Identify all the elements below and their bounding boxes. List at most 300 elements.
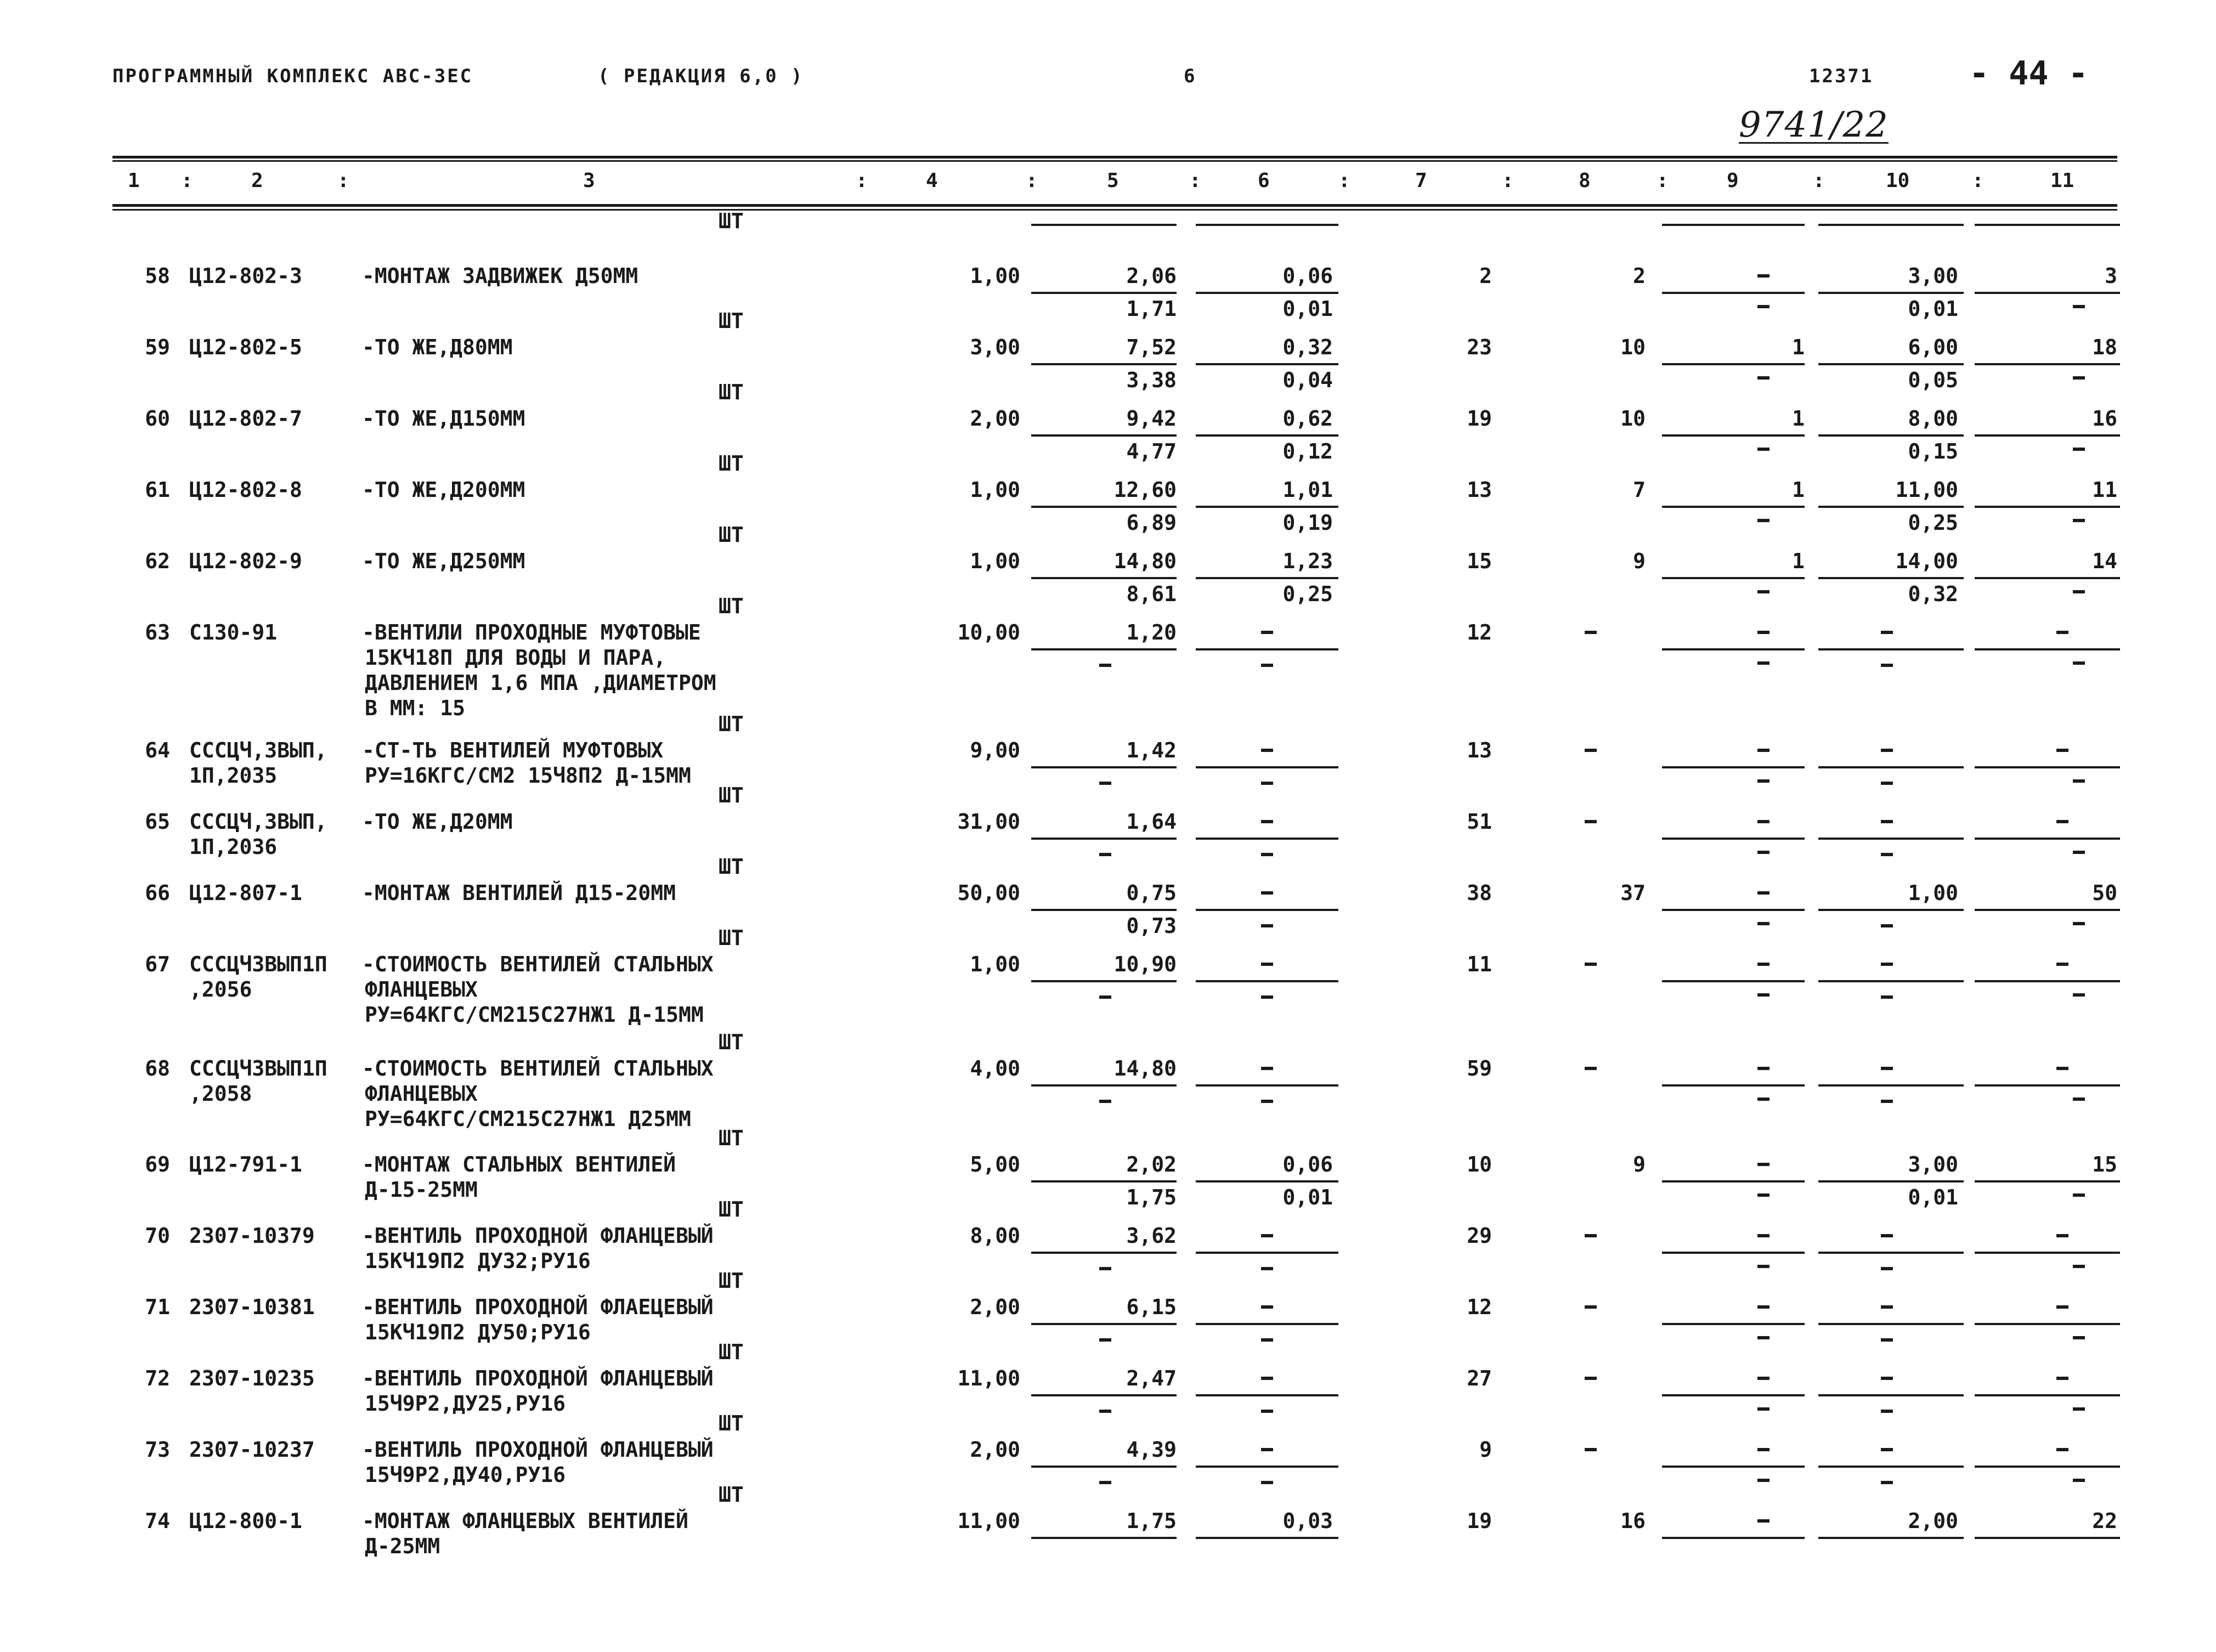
col6-value-dash bbox=[1261, 749, 1273, 752]
item-description: -МОНТАЖ СТАЛЬНЫХ ВЕНТИЛЕЙ bbox=[362, 1152, 676, 1176]
col10-subvalue-dash bbox=[1881, 664, 1893, 667]
column-separator: : bbox=[1813, 169, 1825, 192]
column-separator: : bbox=[181, 169, 193, 192]
col11-sub-dash bbox=[2073, 922, 2085, 925]
col5-value: 0,75 bbox=[1126, 881, 1177, 905]
row-number: 60 bbox=[145, 406, 170, 431]
col9-sub-dash bbox=[1757, 519, 1770, 522]
cell-underline bbox=[1196, 980, 1338, 982]
cell-underline bbox=[1662, 577, 1805, 579]
col6-subvalue-dash bbox=[1261, 1267, 1273, 1270]
cell-underline bbox=[1662, 1466, 1805, 1468]
col11-sub-dash bbox=[2073, 448, 2085, 451]
col10-value-dash bbox=[1881, 820, 1893, 823]
col8-value-dash bbox=[1585, 631, 1597, 634]
cell-underline bbox=[1031, 506, 1177, 508]
cell-underline bbox=[1818, 1252, 1964, 1254]
col8-value-dash bbox=[1585, 820, 1597, 823]
cell-underline bbox=[1975, 980, 2120, 982]
col9-value: 1 bbox=[1792, 549, 1805, 573]
col9-sub-dash bbox=[1757, 1336, 1770, 1339]
item-description: -СТОИМОСТЬ ВЕНТИЛЕЙ СТАЛЬНЫХ bbox=[362, 952, 714, 976]
col9-sub-dash bbox=[1757, 448, 1770, 451]
cell-underline bbox=[1196, 909, 1338, 911]
item-code: Ц12-802-8 bbox=[189, 478, 302, 502]
col5-subvalue-dash bbox=[1099, 1267, 1111, 1270]
col6-value-dash bbox=[1261, 963, 1273, 966]
col9-dash bbox=[1757, 963, 1770, 966]
col8-value: 10 bbox=[1620, 335, 1646, 359]
cell-underline bbox=[1031, 224, 1177, 226]
col5-value: 12,60 bbox=[1113, 478, 1177, 502]
item-description: -ТО ЖЕ,Д250ММ bbox=[362, 549, 525, 573]
unit-label: ШТ bbox=[719, 712, 744, 736]
column-header-4: 4 bbox=[926, 169, 938, 192]
col5-value: 1,42 bbox=[1126, 738, 1177, 762]
col7-value: 59 bbox=[1467, 1056, 1492, 1080]
col9-dash bbox=[1757, 749, 1770, 752]
column-separator: : bbox=[1502, 169, 1514, 192]
col10-value: 3,00 bbox=[1908, 264, 1958, 288]
col5-subvalue-dash bbox=[1099, 1338, 1111, 1342]
cell-underline bbox=[1662, 1084, 1805, 1087]
col11-value-dash bbox=[2056, 1067, 2068, 1070]
unit-label: ШТ bbox=[719, 451, 744, 476]
table-top-rule bbox=[112, 156, 2117, 159]
cell-underline bbox=[1031, 434, 1177, 437]
cell-underline bbox=[1196, 1537, 1338, 1539]
col10-subvalue: 0,32 bbox=[1908, 582, 1958, 606]
cell-underline bbox=[1975, 363, 2120, 365]
col5-subvalue: 1,71 bbox=[1126, 297, 1177, 321]
col9-dash bbox=[1757, 1519, 1770, 1523]
quantity: 2,00 bbox=[970, 1295, 1020, 1319]
col7-value: 15 bbox=[1467, 549, 1492, 573]
cell-underline bbox=[1662, 766, 1805, 768]
item-code-cont: ,2056 bbox=[189, 977, 252, 1002]
col10-subvalue: 0,25 bbox=[1908, 511, 1958, 535]
col9-value: 1 bbox=[1792, 335, 1805, 359]
cell-underline bbox=[1975, 648, 2120, 650]
col10-value: 14,00 bbox=[1895, 549, 1958, 573]
cell-underline bbox=[1662, 648, 1805, 650]
column-header-1: 1 bbox=[128, 169, 140, 192]
col8-value: 16 bbox=[1620, 1509, 1646, 1533]
col9-dash bbox=[1757, 1067, 1770, 1070]
col10-subvalue-dash bbox=[1881, 1410, 1893, 1413]
cell-underline bbox=[1031, 1394, 1177, 1396]
document-number: 12371 bbox=[1809, 65, 1874, 87]
column-separator: : bbox=[1189, 169, 1201, 192]
cell-underline bbox=[1031, 766, 1177, 768]
col7-value: 11 bbox=[1467, 952, 1492, 976]
col9-sub-dash bbox=[1757, 993, 1770, 997]
col6-subvalue-dash bbox=[1261, 995, 1273, 999]
col10-value-dash bbox=[1881, 1067, 1893, 1070]
col6-subvalue-dash bbox=[1261, 1481, 1273, 1484]
item-code: 2307-10237 bbox=[189, 1438, 315, 1462]
item-code: Ц12-802-3 bbox=[189, 264, 302, 288]
col7-value: 13 bbox=[1467, 478, 1492, 502]
col11-value-dash bbox=[2056, 820, 2068, 823]
cell-underline bbox=[1975, 1252, 2120, 1254]
cell-underline bbox=[1975, 1084, 2120, 1087]
item-description: -МОНТАЖ ФЛАНЦЕВЫХ ВЕНТИЛЕЙ bbox=[362, 1509, 688, 1533]
cell-underline bbox=[1196, 766, 1338, 768]
column-separator: : bbox=[337, 169, 349, 192]
cell-underline bbox=[1662, 1323, 1805, 1325]
item-description: 15Ч9Р2,ДУ25,РУ16 bbox=[365, 1391, 566, 1416]
col11-value-dash bbox=[2056, 1448, 2068, 1451]
col6-value-dash bbox=[1261, 1067, 1273, 1070]
col9-sub-dash bbox=[1757, 305, 1770, 308]
item-description: РУ=64КГС/СМ215С27НЖ1 Д25ММ bbox=[365, 1107, 691, 1131]
cell-underline bbox=[1975, 1180, 2120, 1183]
col11-value: 22 bbox=[2092, 1509, 2117, 1533]
col6-subvalue: 0,12 bbox=[1282, 439, 1333, 463]
col9-sub-dash bbox=[1757, 851, 1770, 854]
col5-value: 9,42 bbox=[1126, 406, 1177, 431]
col10-value: 8,00 bbox=[1908, 406, 1958, 431]
col11-sub-dash bbox=[2073, 1479, 2085, 1482]
col9-sub-dash bbox=[1757, 1097, 1770, 1101]
col5-subvalue: 6,89 bbox=[1126, 511, 1177, 535]
item-description: РУ=64КГС/СМ215С27НЖ1 Д-15ММ bbox=[365, 1003, 704, 1027]
col9-dash bbox=[1757, 631, 1770, 634]
unit-label: ШТ bbox=[719, 855, 744, 879]
col5-value: 2,02 bbox=[1126, 1152, 1177, 1176]
cell-underline bbox=[1975, 506, 2120, 508]
item-description: Д-15-25ММ bbox=[365, 1178, 478, 1202]
col11-value: 50 bbox=[2092, 881, 2117, 905]
col10-subvalue-dash bbox=[1881, 782, 1893, 785]
item-description: 15КЧ19П2 ДУ50;РУ16 bbox=[365, 1320, 591, 1344]
col11-sub-dash bbox=[2073, 851, 2085, 854]
col9-dash bbox=[1757, 1163, 1770, 1166]
col5-subvalue-dash bbox=[1099, 1481, 1111, 1484]
col6-value: 1,23 bbox=[1282, 549, 1333, 573]
item-code-cont: 1П,2036 bbox=[189, 835, 278, 859]
col5-value: 6,15 bbox=[1126, 1295, 1177, 1319]
col5-subvalue-dash bbox=[1099, 782, 1111, 785]
cell-underline bbox=[1031, 1252, 1177, 1254]
col5-subvalue: 1,75 bbox=[1126, 1185, 1177, 1209]
row-number: 74 bbox=[145, 1509, 170, 1533]
col10-value-dash bbox=[1881, 1448, 1893, 1451]
cell-underline bbox=[1818, 363, 1964, 365]
item-code-cont: 1П,2035 bbox=[189, 763, 278, 788]
cell-underline bbox=[1662, 1180, 1805, 1183]
col7-value: 12 bbox=[1467, 620, 1492, 644]
col9-dash bbox=[1757, 1234, 1770, 1237]
col11-sub-dash bbox=[2073, 1407, 2085, 1411]
col11-value-dash bbox=[2056, 1234, 2068, 1237]
col7-value: 19 bbox=[1467, 1509, 1492, 1533]
item-code: Ц12-802-7 bbox=[189, 406, 302, 431]
item-description: -ВЕНТИЛЬ ПРОХОДНОЙ ФЛАНЦЕВЫЙ bbox=[362, 1224, 714, 1248]
col5-value: 14,80 bbox=[1113, 1056, 1177, 1080]
col6-value-dash bbox=[1261, 631, 1273, 634]
cell-underline bbox=[1031, 1084, 1177, 1087]
col9-dash bbox=[1757, 1377, 1770, 1380]
cell-underline bbox=[1662, 224, 1805, 226]
item-code: СССЦЧ,3ВЫП, bbox=[189, 810, 327, 834]
col11-sub-dash bbox=[2073, 1265, 2085, 1268]
cell-underline bbox=[1818, 224, 1964, 226]
col11-sub-dash bbox=[2073, 376, 2085, 380]
cell-underline bbox=[1662, 292, 1805, 294]
row-number: 68 bbox=[145, 1056, 170, 1080]
col5-value: 1,64 bbox=[1126, 810, 1177, 834]
col9-dash bbox=[1757, 1305, 1770, 1309]
cell-underline bbox=[1031, 1180, 1177, 1183]
row-number: 66 bbox=[145, 881, 170, 905]
col5-value: 1,20 bbox=[1126, 620, 1177, 644]
col9-value: 1 bbox=[1792, 478, 1805, 502]
row-number: 58 bbox=[145, 264, 170, 288]
item-description: ФЛАНЦЕВЫХ bbox=[365, 1082, 478, 1106]
col6-subvalue-dash bbox=[1261, 1100, 1273, 1103]
sheet-number: 6 bbox=[1184, 65, 1197, 87]
header-bottom-rule bbox=[112, 204, 2117, 207]
col7-value: 10 bbox=[1467, 1152, 1492, 1176]
col6-value-dash bbox=[1261, 1234, 1273, 1237]
cell-underline bbox=[1031, 363, 1177, 365]
cell-underline bbox=[1196, 363, 1338, 365]
col11-value-dash bbox=[2056, 749, 2068, 752]
cell-underline bbox=[1818, 838, 1964, 840]
row-number: 69 bbox=[145, 1152, 170, 1176]
column-header-7: 7 bbox=[1415, 169, 1427, 192]
col7-value: 19 bbox=[1467, 406, 1492, 431]
cell-underline bbox=[1031, 980, 1177, 982]
cell-underline bbox=[1196, 838, 1338, 840]
row-number: 62 bbox=[145, 549, 170, 573]
col11-value: 15 bbox=[2092, 1152, 2117, 1176]
col6-value: 1,01 bbox=[1282, 478, 1333, 502]
edition-label: ( РЕДАКЦИЯ 6,0 ) bbox=[598, 65, 804, 87]
item-description: -ВЕНТИЛЬ ПРОХОДНОЙ ФЛАЕЦЕВЫЙ bbox=[362, 1295, 714, 1319]
row-number: 61 bbox=[145, 478, 170, 502]
column-separator: : bbox=[1657, 169, 1669, 192]
col10-subvalue-dash bbox=[1881, 1481, 1893, 1484]
cell-underline bbox=[1662, 1252, 1805, 1254]
cell-underline bbox=[1662, 363, 1805, 365]
col7-value: 9 bbox=[1479, 1438, 1492, 1462]
cell-underline bbox=[1662, 1394, 1805, 1396]
col11-value: 11 bbox=[2092, 478, 2117, 502]
item-code: СССЦЧ3ВЫП1П bbox=[189, 1056, 327, 1080]
quantity: 1,00 bbox=[970, 264, 1020, 288]
col11-sub-dash bbox=[2073, 779, 2085, 783]
col11-value-dash bbox=[2056, 1305, 2068, 1309]
item-code: 2307-10235 bbox=[189, 1366, 315, 1390]
col9-sub-dash bbox=[1757, 1407, 1770, 1411]
quantity: 2,00 bbox=[970, 1438, 1020, 1462]
program-title: ПРОГРАММНЫЙ КОМПЛЕКС АВС-3ЕС bbox=[112, 65, 473, 87]
col6-subvalue-dash bbox=[1261, 1338, 1273, 1342]
quantity: 1,00 bbox=[970, 549, 1020, 573]
col6-value: 0,62 bbox=[1282, 406, 1333, 431]
row-number: 64 bbox=[145, 738, 170, 762]
item-description: -ВЕНТИЛИ ПРОХОДНЫЕ МУФТОВЫЕ bbox=[362, 620, 701, 644]
cell-underline bbox=[1818, 909, 1964, 911]
col8-value: 7 bbox=[1633, 478, 1646, 502]
cell-underline bbox=[1196, 292, 1338, 294]
item-description: -ТО ЖЕ,Д80ММ bbox=[362, 335, 513, 359]
col5-subvalue: 3,38 bbox=[1126, 368, 1177, 392]
col6-subvalue: 0,19 bbox=[1282, 511, 1333, 535]
cell-underline bbox=[1818, 506, 1964, 508]
col7-value: 23 bbox=[1467, 335, 1492, 359]
cell-underline bbox=[1662, 838, 1805, 840]
quantity: 1,00 bbox=[970, 952, 1020, 976]
col10-value-dash bbox=[1881, 631, 1893, 634]
item-code: 2307-10381 bbox=[189, 1295, 315, 1319]
unit-label: ШТ bbox=[719, 1030, 744, 1054]
unit-label: ШТ bbox=[719, 380, 744, 404]
col5-subvalue: 0,73 bbox=[1126, 914, 1177, 938]
col9-sub-dash bbox=[1757, 1265, 1770, 1268]
header-bottom-rule-2 bbox=[112, 209, 2117, 211]
column-header-6: 6 bbox=[1258, 169, 1270, 192]
col5-value: 1,75 bbox=[1126, 1509, 1177, 1533]
col8-value-dash bbox=[1585, 1448, 1597, 1451]
col5-subvalue: 8,61 bbox=[1126, 582, 1177, 606]
col9-sub-dash bbox=[1757, 779, 1770, 783]
cell-underline bbox=[1818, 1180, 1964, 1183]
col11-sub-dash bbox=[2073, 590, 2085, 593]
cell-underline bbox=[1662, 506, 1805, 508]
item-code: С130-91 bbox=[189, 620, 278, 644]
col5-value: 4,39 bbox=[1126, 1438, 1177, 1462]
item-description: -МОНТАЖ ЗАДВИЖЕК Д50ММ bbox=[362, 264, 638, 288]
col8-value-dash bbox=[1585, 749, 1597, 752]
cell-underline bbox=[1975, 577, 2120, 579]
item-description: -СТ-ТЬ ВЕНТИЛЕЙ МУФТОВЫХ bbox=[362, 738, 664, 762]
unit-label: ШТ bbox=[719, 309, 744, 333]
row-number: 71 bbox=[145, 1295, 170, 1319]
cell-underline bbox=[1196, 1084, 1338, 1087]
item-code: Ц12-807-1 bbox=[189, 881, 302, 905]
col6-value-dash bbox=[1261, 1305, 1273, 1309]
cell-underline bbox=[1196, 434, 1338, 437]
col9-sub-dash bbox=[1757, 376, 1770, 380]
col6-value-dash bbox=[1261, 1448, 1273, 1451]
cell-underline bbox=[1818, 434, 1964, 437]
col7-value: 29 bbox=[1467, 1224, 1492, 1248]
unit-label: ШТ bbox=[719, 1126, 744, 1150]
row-number: 59 bbox=[145, 335, 170, 359]
cell-underline bbox=[1975, 1466, 2120, 1468]
quantity: 50,00 bbox=[957, 881, 1020, 905]
unit-label: ШТ bbox=[719, 594, 744, 618]
cell-underline bbox=[1818, 1466, 1964, 1468]
unit-label: ШТ bbox=[719, 926, 744, 950]
cell-underline bbox=[1975, 292, 2120, 294]
cell-underline bbox=[1031, 1323, 1177, 1325]
col10-value: 1,00 bbox=[1908, 881, 1958, 905]
col8-value-dash bbox=[1585, 1305, 1597, 1309]
col8-value-dash bbox=[1585, 1234, 1597, 1237]
col6-subvalue: 0,04 bbox=[1282, 368, 1333, 392]
col10-value-dash bbox=[1881, 1234, 1893, 1237]
cell-underline bbox=[1196, 1466, 1338, 1468]
cell-underline bbox=[1975, 1394, 2120, 1396]
column-separator: : bbox=[856, 169, 868, 192]
unit-label: ШТ bbox=[719, 1197, 744, 1221]
cell-underline bbox=[1662, 909, 1805, 911]
col11-sub-dash bbox=[2073, 305, 2085, 308]
col9-sub-dash bbox=[1757, 922, 1770, 925]
col10-subvalue: 0,01 bbox=[1908, 297, 1958, 321]
unit-label: ШТ bbox=[719, 1411, 744, 1435]
col10-value-dash bbox=[1881, 1377, 1893, 1380]
col8-value-dash bbox=[1585, 1377, 1597, 1380]
cell-underline bbox=[1662, 1537, 1805, 1539]
col6-subvalue: 0,25 bbox=[1282, 582, 1333, 606]
quantity: 2,00 bbox=[970, 406, 1020, 431]
quantity: 10,00 bbox=[957, 620, 1020, 644]
col10-subvalue-dash bbox=[1881, 853, 1893, 856]
col6-subvalue-dash bbox=[1261, 782, 1273, 785]
col8-value: 9 bbox=[1633, 549, 1646, 573]
col10-subvalue-dash bbox=[1881, 995, 1893, 999]
col11-value: 3 bbox=[2105, 264, 2117, 288]
col5-subvalue-dash bbox=[1099, 1410, 1111, 1413]
col10-subvalue-dash bbox=[1881, 1338, 1893, 1342]
col9-sub-dash bbox=[1757, 661, 1770, 665]
col5-value: 2,06 bbox=[1126, 264, 1177, 288]
cell-underline bbox=[1818, 766, 1964, 768]
item-description: -СТОИМОСТЬ ВЕНТИЛЕЙ СТАЛЬНЫХ bbox=[362, 1056, 714, 1080]
unit-label: ШТ bbox=[719, 1340, 744, 1364]
unit-label: ШТ bbox=[719, 783, 744, 807]
cell-underline bbox=[1196, 506, 1338, 508]
cell-underline bbox=[1031, 577, 1177, 579]
cell-underline bbox=[1818, 292, 1964, 294]
item-code: Ц12-802-9 bbox=[189, 549, 302, 573]
item-description: -ТО ЖЕ,Д200ММ bbox=[362, 478, 525, 502]
cell-underline bbox=[1031, 1466, 1177, 1468]
cell-underline bbox=[1975, 838, 2120, 840]
quantity: 8,00 bbox=[970, 1224, 1020, 1248]
unit-label: ШТ bbox=[719, 523, 744, 547]
item-description: -ВЕНТИЛЬ ПРОХОДНОЙ ФЛАНЦЕВЫЙ bbox=[362, 1366, 714, 1390]
cell-underline bbox=[1818, 1084, 1964, 1087]
cell-underline bbox=[1031, 909, 1177, 911]
col9-value: 1 bbox=[1792, 406, 1805, 431]
unit-label: ШТ bbox=[719, 1269, 744, 1293]
quantity: 9,00 bbox=[970, 738, 1020, 762]
cell-underline bbox=[1975, 909, 2120, 911]
col6-subvalue-dash bbox=[1261, 1410, 1273, 1413]
col11-value: 14 bbox=[2092, 549, 2117, 573]
item-description: РУ=16КГС/СМ2 15Ч8П2 Д-15ММ bbox=[365, 763, 691, 788]
col6-value-dash bbox=[1261, 1377, 1273, 1380]
quantity: 4,00 bbox=[970, 1056, 1020, 1080]
col11-sub-dash bbox=[2073, 993, 2085, 997]
cell-underline bbox=[1975, 224, 2120, 226]
quantity: 11,00 bbox=[957, 1509, 1020, 1533]
quantity: 3,00 bbox=[970, 335, 1020, 359]
col10-value: 11,00 bbox=[1895, 478, 1958, 502]
cell-underline bbox=[1975, 766, 2120, 768]
col10-subvalue: 0,15 bbox=[1908, 439, 1958, 463]
col9-sub-dash bbox=[1757, 1479, 1770, 1482]
row-number: 65 bbox=[145, 810, 170, 834]
column-header-9: 9 bbox=[1727, 169, 1739, 192]
